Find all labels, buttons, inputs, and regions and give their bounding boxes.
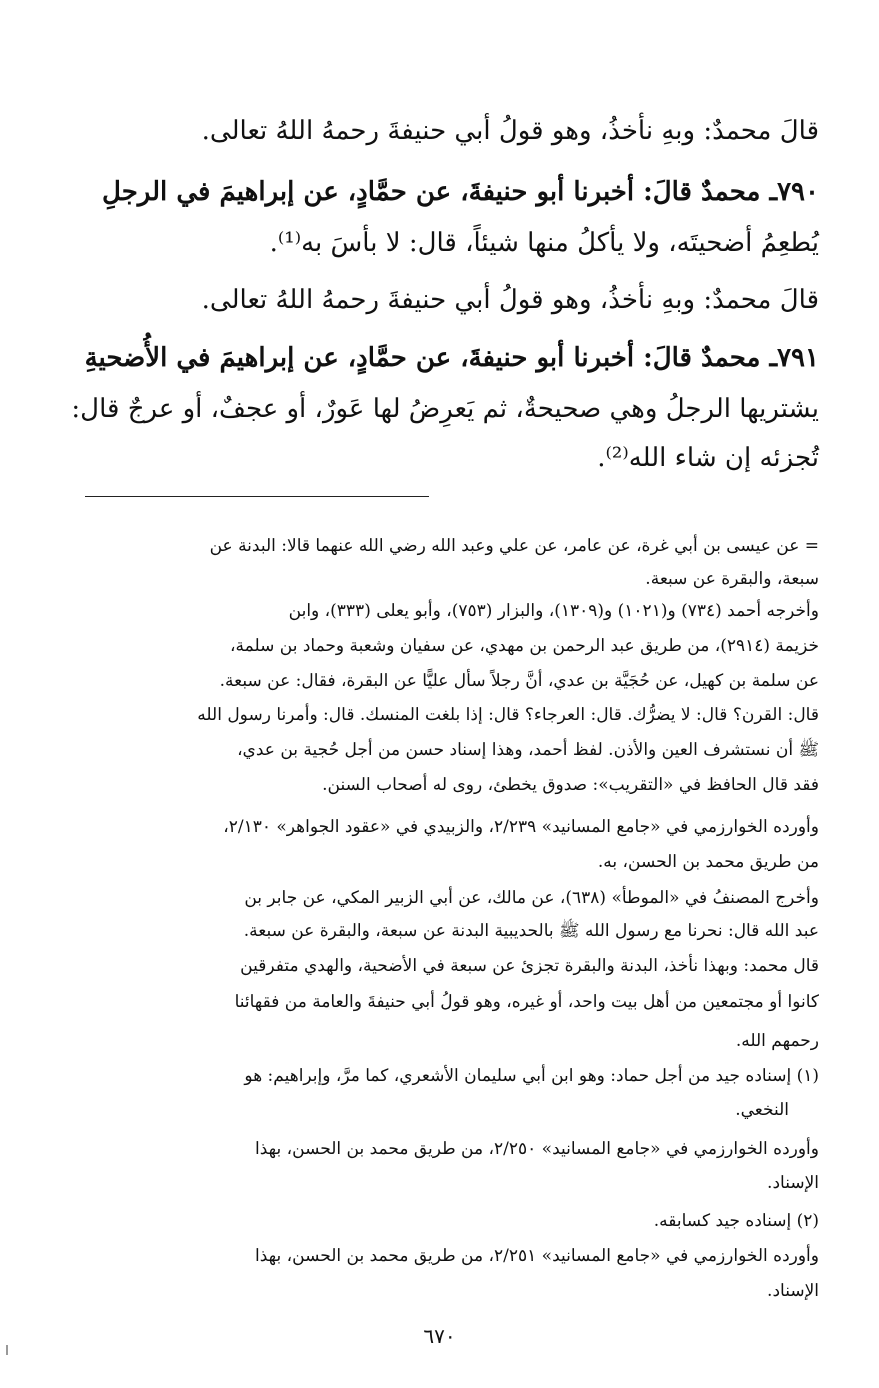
main-line: يُطعِمُ أضحيتَه، ولا يأكلُ منها شيئاً، قال: لا بأسَ به⁽¹⁾. bbox=[269, 228, 819, 258]
footnote-line: عبد الله قال: نحرنا مع رسول الله ﷺ بالحديبية البدنة عن سبعة، والبقرة عن سبعة. bbox=[243, 921, 819, 941]
footnote-line: النخعي. bbox=[735, 1100, 789, 1120]
footnote-separator bbox=[85, 496, 429, 497]
hadith-791-line: ٧٩١ـ محمدٌ قالَ: أخبرنا أبو حنيفةَ، عن حمَّادٍ، عن إبراهيمَ في الأُضحيةِ bbox=[84, 343, 819, 373]
footnote-line: وأخرجه أحمد (٧٣٤) و(١٠٢١) و(١٣٠٩)، والبزار (٧٥٣)، وأبو يعلى (٣٣٣)، وابن bbox=[288, 601, 819, 621]
footnote-line: من طريق محمد بن الحسن، به. bbox=[597, 852, 819, 872]
footnote-line: قال: القرن؟ قال: لا يضرُّك. قال: العرجاء؟ قال: إذا بلغت المنسك. قال: وأمرنا رسول الله bbox=[197, 705, 819, 725]
footnote-line: ﷺ أن نستشرف العين والأذن. لفظ أحمد، وهذا إسناد حسن من أجل حُجية بن عدي، bbox=[237, 740, 819, 760]
footnote-line: رحمهم الله. bbox=[735, 1031, 819, 1051]
main-line: تُجزئه إن شاء الله⁽²⁾. bbox=[597, 443, 819, 473]
main-line: يشتريها الرجلُ وهي صحيحةٌ، ثم يَعرِضُ لها عَورٌ، أو عجفٌ، أو عرجٌ قال: bbox=[71, 394, 819, 424]
page-number: ٦٧٠ bbox=[423, 1324, 456, 1348]
hadith-790-line: ٧٩٠ـ محمدٌ قالَ: أخبرنا أبو حنيفةَ، عن حمَّادٍ، عن إبراهيمَ في الرجلِ bbox=[102, 177, 819, 207]
scan-mark bbox=[6, 1345, 8, 1355]
footnote-line: عن سلمة بن كهيل، عن حُجَيَّة بن عدي، أنَّ رجلاً سأل عليًّا عن البقرة، فقال: عن سبعة. bbox=[219, 671, 819, 691]
footnote-line: فقد قال الحافظ في «التقريب»: صدوق يخطئ، روى له أصحاب السنن. bbox=[322, 775, 819, 795]
main-line: قالَ محمدٌ: وبهِ نأخذُ، وهو قولُ أبي حنيفةَ رحمهُ اللهُ تعالى. bbox=[201, 285, 819, 315]
footnote-line: قال محمد: وبهذا نأخذ، البدنة والبقرة تجزئ عن سبعة في الأضحية، والهدي متفرقين bbox=[240, 956, 819, 976]
footnote-line: كانوا أو مجتمعين من أهل بيت واحد، أو غيره، وهو قولُ أبي حنيفةَ والعامة من فقهائنا bbox=[234, 992, 819, 1012]
footnote-line: الإسناد. bbox=[767, 1173, 819, 1193]
footnote-1-line: (١) إسناده جيد من أجل حماد: وهو ابن أبي سليمان الأشعري، كما مرَّ، وإبراهيم: هو bbox=[244, 1066, 819, 1086]
footnote-line: الإسناد. bbox=[767, 1281, 819, 1301]
footnote-line: سبعة، والبقرة عن سبعة. bbox=[645, 569, 819, 589]
main-line: قالَ محمدٌ: وبهِ نأخذُ، وهو قولُ أبي حنيفةَ رحمهُ اللهُ تعالى. bbox=[201, 116, 819, 146]
footnote-2-line: (٢) إسناده جيد كسابقه. bbox=[653, 1211, 819, 1231]
footnote-line: خزيمة (٢٩١٤)، من طريق عبد الرحمن بن مهدي، عن سفيان وشعبة وحماد بن سلمة، bbox=[230, 636, 819, 656]
footnote-line: وأورده الخوارزمي في «جامع المسانيد» ٢/٢٣٩، والزبيدي في «عقود الجواهر» ٢/١٣٠، bbox=[223, 817, 819, 837]
footnote-line: = عن عيسى بن أبي غرة، عن عامر، عن علي وعبد الله رضي الله عنهما قالا: البدنة عن bbox=[209, 536, 819, 556]
footnote-line: وأورده الخوارزمي في «جامع المسانيد» ٢/٢٥٠، من طريق محمد بن الحسن، بهذا bbox=[255, 1139, 819, 1159]
footnote-line: وأخرج المصنفُ في «الموطأ» (٦٣٨)، عن مالك، عن أبي الزبير المكي، عن جابر بن bbox=[244, 888, 819, 908]
footnote-line: وأورده الخوارزمي في «جامع المسانيد» ٢/٢٥١، من طريق محمد بن الحسن، بهذا bbox=[255, 1246, 819, 1266]
